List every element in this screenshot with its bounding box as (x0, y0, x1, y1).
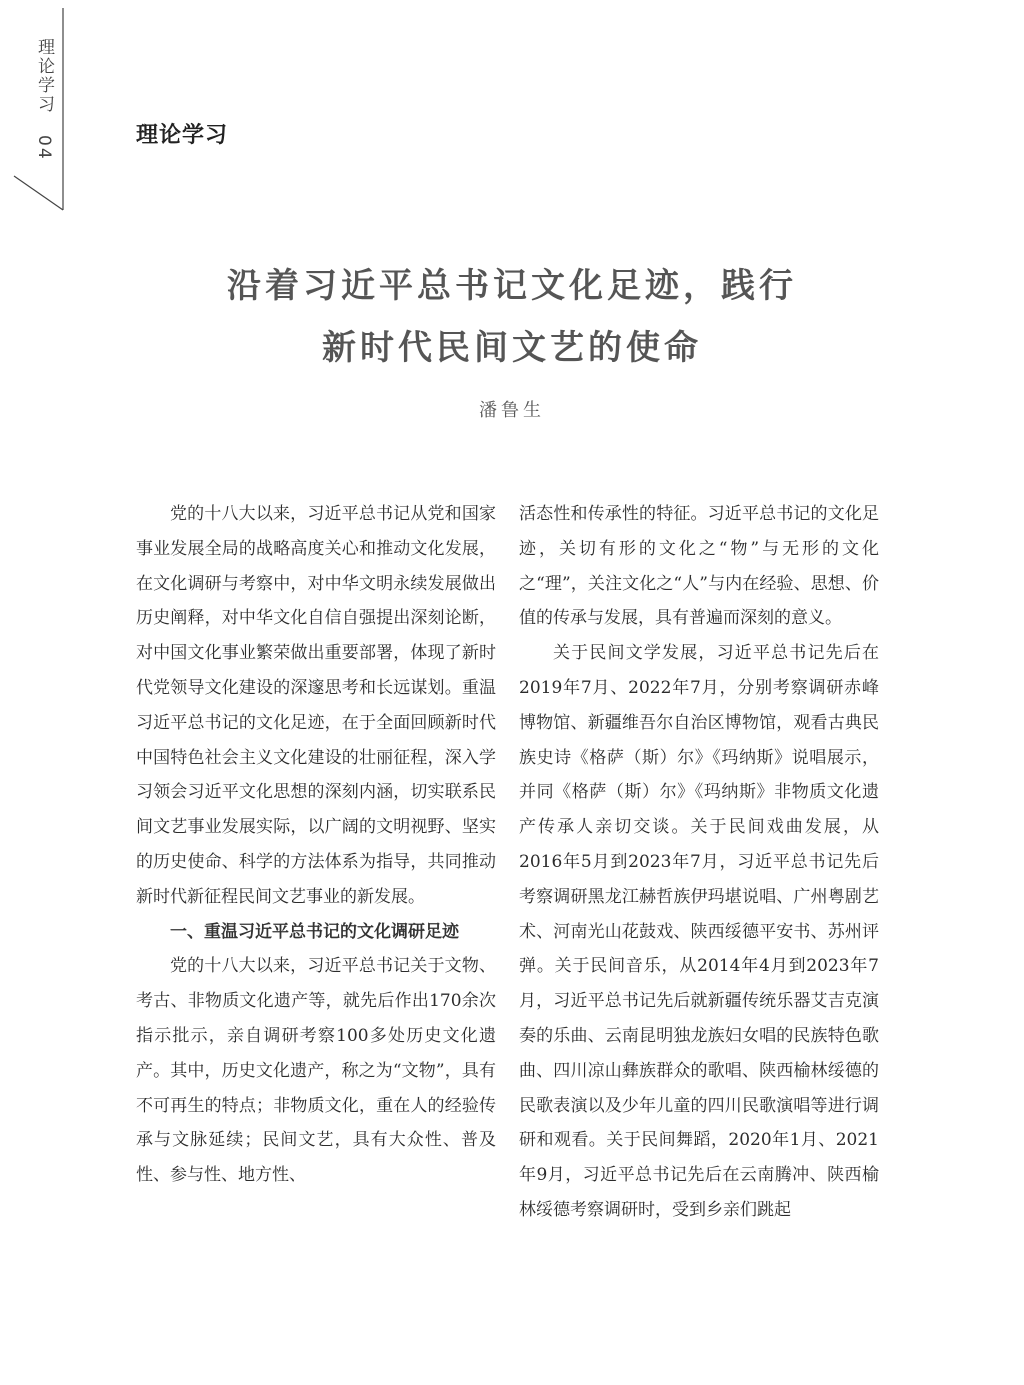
section-subheading: 一、重温习近平总书记的文化调研足迹 (170, 921, 459, 942)
article-author: 潘鲁生 (479, 400, 545, 421)
side-tab-page-number: 04 (34, 135, 54, 162)
side-tab-label (33, 38, 57, 161)
article-title-line2: 新时代民间文艺的使命 (322, 328, 702, 368)
right-column (519, 497, 879, 1228)
paragraph-folk-arts: 关于民间文学发展，习近平总书记先后在2019年7月、2022年7月，分别考察调研赤峰博物馆、新疆维吾尔自治区博物馆，观看古典民族史诗《格萨（斯）尔》《玛纳斯》说唱展示，并同《格萨（斯）尔》《玛纳斯》非物质文化遗产传承人亲切交谈。关于民间戏曲发展，从2016年5月到2023年7月，习近平总书记先后考察调研黑龙江赫哲族伊玛堪说唱、广州粤剧艺术、河南光山花鼓戏、陕西绥德平安书、苏州评弹。关于民间音乐，从2014年4月到2023年7月，习近平总书记先后就新疆传统乐器艾吉克演奏的乐曲、云南昆明独龙族妇女唱的民族特色歌曲、四川凉山彝族群众的歌唱、陕西榆林绥德的民歌表演以及少年儿童的四川民歌演唱等进行调研和观看。关于民间舞蹈，2020年1月、2021年9月，习近平总书记先后在云南腾冲、陕西榆林绥德考察调研时，受到乡亲们跳起 (519, 643, 879, 1220)
paragraph-intro: 党的十八大以来，习近平总书记从党和国家事业发展全局的战略高度关心和推动文化发展，在文化调研与考察中，对中华文明永续发展做出历史阐释，对中华文化自信自强提出深刻论断，对中国文化事业繁荣做出重要部署，体现了新时代党领导文化建设的深邃思考和长远谋划。重温习近平总书记的文化足迹，在于全面回顾新时代中国特色社会主义文化建设的壮丽征程，深入学习领会习近平文化思想的深刻内涵，切实联系民间文艺事业发展实际，以广阔的文明视野、坚实的历史使命、科学的方法体系为指导，共同推动新时代新征程民间文艺事业的新发展。 (136, 504, 496, 907)
left-column (136, 497, 496, 1193)
side-tab-section: 理论学习 (34, 38, 54, 114)
paragraph-section1: 党的十八大以来，习近平总书记关于文物、考古、非物质文化遗产等，就先后作出170余次指示批示，亲自调研考察100多处历史文化遗产。其中，历史文化遗产，称之为“文物”，具有不可再生的特点；非物质文化，重在人的经验传承与文脉延续；民间文艺，具有大众性、普及性、参与性、地方性、 (136, 956, 496, 1186)
article-title-line1: 沿着习近平总书记文化足迹，践行 (227, 266, 797, 306)
section-header: 理论学习 (136, 123, 229, 148)
paragraph-section1-continued: 活态性和传承性的特征。习近平总书记的文化足迹，关切有形的文化之“物”与无形的文化之“理”，关注文化之“人”与内在经验、思想、价值的传承与发展，具有普遍而深刻的意义。 (519, 504, 879, 629)
